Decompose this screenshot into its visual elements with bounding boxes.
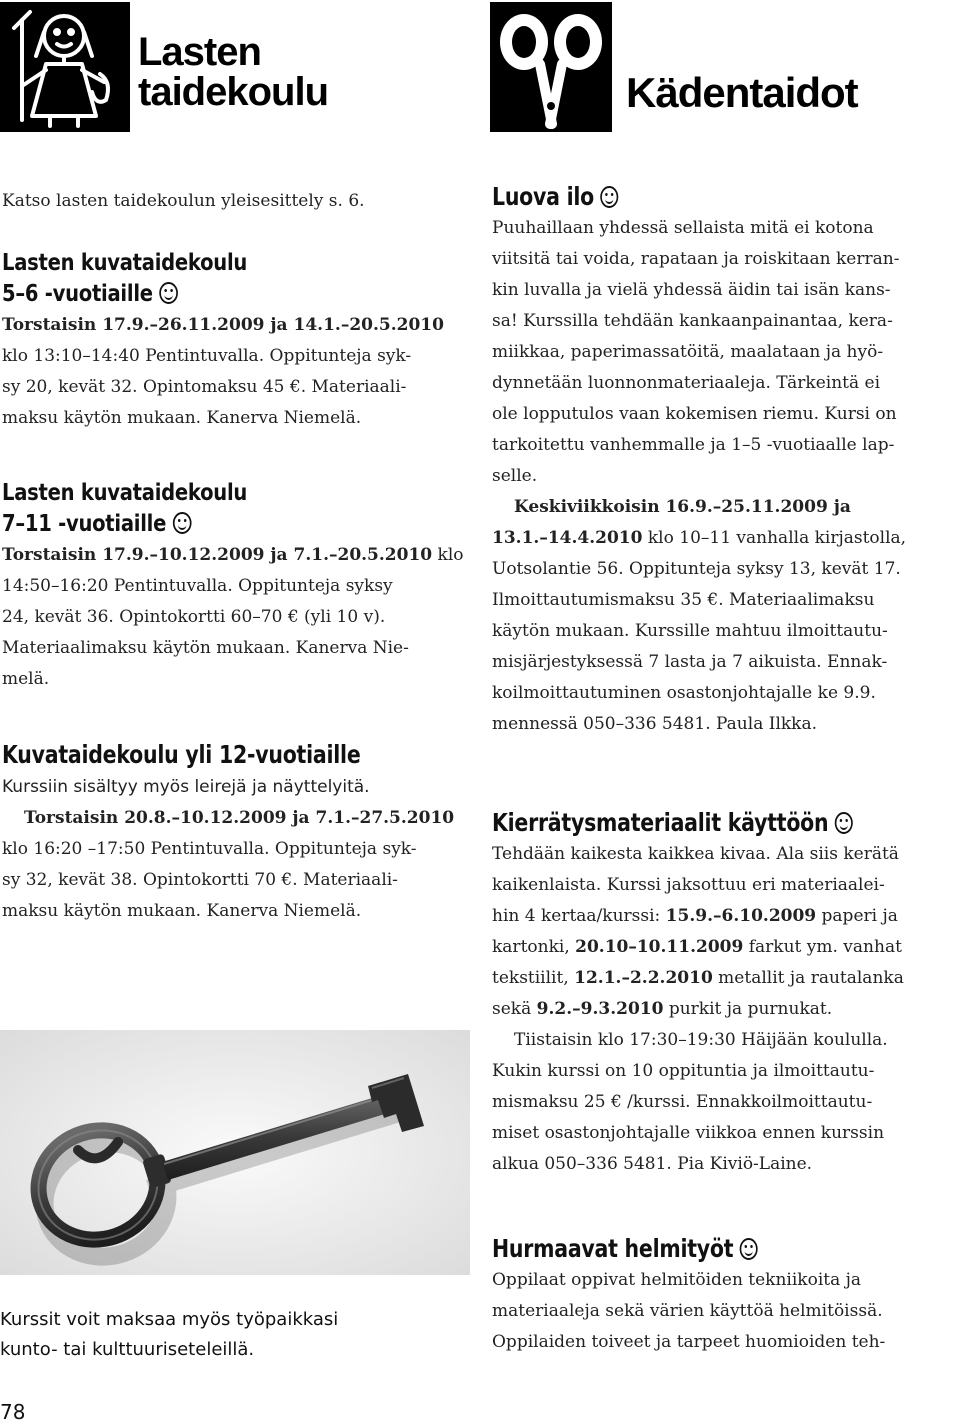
- body-line: Oppilaat oppivat helmitöiden tekniikoita ja: [492, 1270, 862, 1290]
- body-line: käytön mukaan. Kurssille mahtuu ilmoittautu-: [492, 621, 888, 641]
- body-line: tekstiilit, 12.1.–2.2.2010 metallit ja rautalanka: [492, 968, 904, 988]
- scissors-icon: [490, 2, 612, 132]
- body-line: kin luvalla ja vielä yhdessä äidin tai isän kans-: [492, 280, 891, 300]
- dates-line-2: 13.1.–14.4.2010 klo 10–11 vanhalla kirjastolla,: [492, 528, 907, 548]
- section-heading: Kuvataidekoulu yli 12-vuotiaille: [2, 740, 361, 769]
- section-helmityot: [492, 1232, 958, 1358]
- footer-note: Kurssit voit maksaa myös työpaikkasi kunto- tai kulttuuriseteleillä.: [0, 1309, 339, 1360]
- body-line: selle.: [492, 466, 538, 486]
- section-heading: Lasten kuvataidekoulu: [2, 250, 248, 276]
- header-title-left: Lasten taidekoulu: [138, 30, 329, 114]
- header-title-right: Kädentaidot: [626, 69, 858, 116]
- section-heading: Kierrätysmateriaalit käyttöön: [492, 806, 874, 839]
- right-column: [490, 0, 960, 1425]
- body-line: mismaksu 25 € /kurssi. Ennakkoilmoittautu-: [492, 1092, 873, 1112]
- body-line: sa! Kurssilla tehdään kankaanpainantaa, kera-: [492, 311, 893, 331]
- body-line: tarkoitettu vanhemmalle ja 1–5 -vuotiaalle lap-: [492, 435, 895, 455]
- body-line: sy 32, kevät 38. Opintokortti 70 €. Materiaali-: [2, 870, 398, 890]
- body-line: kaikenlaista. Kurssi jaksottuu eri materiaalei-: [492, 875, 885, 895]
- body-line: ole lopputulos vaan kokemisen riemu. Kursi on: [492, 404, 897, 424]
- smiley-icon: [173, 512, 192, 534]
- body-line: miset osastonjohtajalle viikkoa ennen kurssin: [492, 1123, 885, 1143]
- section-kuvataidekoulu-5-6: [2, 248, 468, 434]
- body-line: misjärjestyksessä 7 lasta ja 7 aikuista. Ennak-: [492, 652, 888, 672]
- smiley-icon: [740, 1238, 758, 1260]
- scissors-logo: [490, 2, 612, 132]
- section-luova-ilo: [492, 180, 958, 740]
- section-heading: Luova ilo: [492, 180, 874, 213]
- intro-text: Katso lasten taidekoulun yleisesittely s. 6.: [2, 191, 365, 211]
- body-line: mennessä 050–336 5481. Paula Ilkka.: [492, 714, 818, 734]
- dates-line: Keskiviikkoisin 16.9.–25.11.2009 ja: [514, 497, 851, 517]
- body-line: Puuhaillaan yhdessä sellaista mitä ei kotona: [492, 218, 874, 238]
- section-kuvataidekoulu-yli-12: [2, 738, 468, 927]
- body-line: Oppilaiden toiveet ja tarpeet huomioiden teh-: [492, 1332, 886, 1352]
- body-line: 14:50–16:20 Pentintuvalla. Oppitunteja syksy: [2, 576, 393, 596]
- body-line: Ilmoittautumismaksu 35 €. Materiaalimaksu: [492, 590, 875, 610]
- body-line: Tehdään kaikesta kaikkea kivaa. Ala siis kerätä: [492, 844, 899, 864]
- body-line: Materiaalimaksu käytön mukaan. Kanerva Nie-: [2, 638, 409, 658]
- body-line: viitsitä tai voida, rapataan ja roiskitaan kerran-: [492, 249, 900, 269]
- body-line: kartonki, 20.10–10.11.2009 farkut ym. vanhat: [492, 937, 902, 957]
- child-drawing-logo: [0, 2, 130, 132]
- child-drawing-icon: [0, 2, 130, 132]
- body-line: 24, kevät 36. Opintokortti 60–70 € (yli 10 v).: [2, 607, 386, 627]
- body-line: Tiistaisin klo 17:30–19:30 Häijään koululla.: [514, 1030, 888, 1050]
- section-kierratysmateriaalit: [492, 806, 958, 1180]
- body-line: melä.: [2, 669, 50, 689]
- body-line: maksu käytön mukaan. Kanerva Niemelä.: [2, 901, 362, 921]
- body-line: klo 16:20 –17:50 Pentintuvalla. Oppitunteja syk-: [2, 839, 417, 859]
- subline: Kurssiin sisältyy myös leirejä ja näyttelyitä.: [2, 777, 370, 797]
- dates-line: Torstaisin 20.8.–10.12.2009 ja 7.1.–27.5.2010: [24, 808, 455, 828]
- body-line: sekä 9.2.–9.3.2010 purkit ja purnukat.: [492, 999, 833, 1019]
- dates-line: Torstaisin 17.9.–26.11.2009 ja 14.1.–20.5.2010: [2, 315, 444, 335]
- body-line: maksu käytön mukaan. Kanerva Niemelä.: [2, 408, 362, 428]
- left-column: [0, 0, 470, 1425]
- section-heading: Lasten kuvataidekoulu: [2, 480, 248, 506]
- body-line: koilmoittautuminen osastonjohtajalle ke 9.9.: [492, 683, 876, 703]
- body-line: klo 13:10–14:40 Pentintuvalla. Oppitunteja syk-: [2, 346, 412, 366]
- smiley-icon: [160, 282, 179, 304]
- body-line: materiaaleja sekä värien käyttöä helmitöissä.: [492, 1301, 883, 1321]
- body-line: alkua 050–336 5481. Pia Kiviö-Laine.: [492, 1154, 813, 1174]
- dates-line: Torstaisin 17.9.–10.12.2009 ja 7.1.–20.5.2010 klo: [2, 545, 464, 565]
- body-line: Uotsolantie 56. Oppitunteja syksy 13, kevät 17.: [492, 559, 901, 579]
- smiley-icon: [835, 812, 853, 834]
- section-heading-line2: 7–11 -vuotiaille: [2, 509, 398, 540]
- body-line: dynnetään luonnonmateriaaleja. Tärkeintä ei: [492, 373, 881, 393]
- body-line: Kukin kurssi on 10 oppituntia ja ilmoittautu-: [492, 1061, 875, 1081]
- section-kuvataidekoulu-7-11: [2, 478, 468, 695]
- key-icon: [0, 1030, 470, 1275]
- key-photo: [0, 1030, 470, 1275]
- smiley-icon: [601, 186, 619, 208]
- body-line: miikkaa, paperimassatöitä, maalataan ja hyö-: [492, 342, 884, 362]
- section-heading: Hurmaavat helmityöt: [492, 1232, 874, 1265]
- page-number: 78: [0, 1400, 26, 1424]
- section-heading-line2: 5–6 -vuotiaille: [2, 279, 398, 310]
- body-line: sy 20, kevät 32. Opintomaksu 45 €. Materiaali-: [2, 377, 407, 397]
- body-line: hin 4 kertaa/kurssi: 15.9.–6.10.2009 paperi ja: [492, 906, 898, 926]
